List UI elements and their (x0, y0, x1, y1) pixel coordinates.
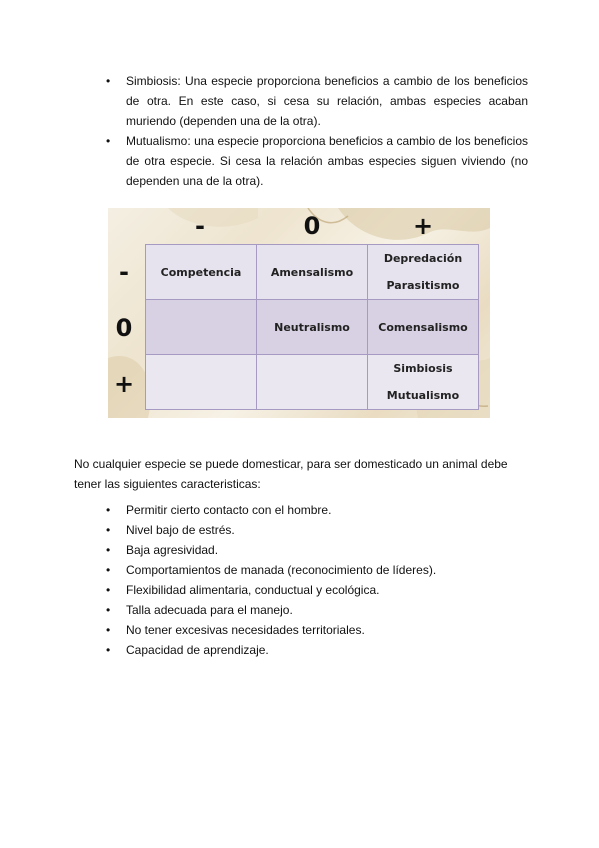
cell-amensalismo: Amensalismo (257, 245, 368, 300)
column-sign-positive: + (412, 212, 434, 240)
definition-mutualismo: Mutualismo: una especie proporciona beneficios a cambio de los beneficios de otra especie. Si cesa la relación ambas especies siguen viviendo (no dependen una de la otra). (126, 134, 528, 188)
interaction-matrix-figure (108, 208, 490, 418)
cell-competencia: Competencia (146, 245, 257, 300)
list-item: • Baja agresividad. (106, 540, 526, 560)
definition-simbiosis: Simbiosis: Una especie proporciona beneficios a cambio de los beneficios de otra. En este caso, si cesa su relación, ambas especies acaban muriendo (dependen una de la otra). (126, 74, 528, 128)
table-row (146, 300, 479, 355)
cell-comensalismo: Comensalismo (368, 300, 479, 355)
cell-depredacion-parasitismo (368, 245, 479, 300)
bullet-icon: • (106, 563, 111, 577)
bullet-icon: • (106, 74, 111, 88)
bullet-icon: • (106, 503, 111, 517)
list-item (106, 71, 528, 131)
list-item: • Flexibilidad alimentaria, conductual y ecológica. (106, 580, 526, 600)
cell-empty (146, 355, 257, 410)
column-sign-negative: - (195, 212, 205, 240)
relationship-definitions-list (106, 71, 528, 191)
cell-neutralismo: Neutralismo (257, 300, 368, 355)
domestication-paragraph: No cualquier especie se puede domesticar, para ser domesticado un animal debe tener las siguientes caracteristicas: (74, 457, 508, 491)
column-sign-zero: 0 (303, 212, 321, 240)
bullet-icon: • (106, 603, 111, 617)
bullet-icon: • (106, 134, 111, 148)
bullet-icon: • (106, 623, 111, 637)
list-item (106, 131, 528, 191)
list-item: • Comportamientos de manada (reconocimiento de líderes). (106, 560, 526, 580)
cell-line-depredacion: Depredación (383, 252, 463, 265)
list-item: • No tener excesivas necesidades territoriales. (106, 620, 526, 640)
row-sign-zero: 0 (115, 314, 133, 342)
table-row (146, 355, 479, 410)
cell-empty (257, 355, 368, 410)
cell-simbiosis-mutualismo (368, 355, 479, 410)
list-item: • Capacidad de aprendizaje. (106, 640, 526, 660)
domestication-features-list (106, 500, 526, 660)
row-sign-positive: + (113, 370, 135, 398)
list-item: • Talla adecuada para el manejo. (106, 600, 526, 620)
bullet-icon: • (106, 583, 111, 597)
table-row (146, 245, 479, 300)
cell-line-simbiosis: Simbiosis (393, 362, 453, 375)
bullet-icon: • (106, 643, 111, 657)
cell-line-mutualismo: Mutualismo (386, 389, 460, 402)
cell-empty (146, 300, 257, 355)
list-item: • Permitir cierto contacto con el hombre. (106, 500, 526, 520)
cell-line-parasitismo: Parasitismo (386, 279, 460, 292)
bullet-icon: • (106, 523, 111, 537)
bullet-icon: • (106, 543, 111, 557)
interaction-matrix-table (145, 244, 479, 410)
list-item: • Nivel bajo de estrés. (106, 520, 526, 540)
row-sign-negative: - (119, 258, 129, 286)
